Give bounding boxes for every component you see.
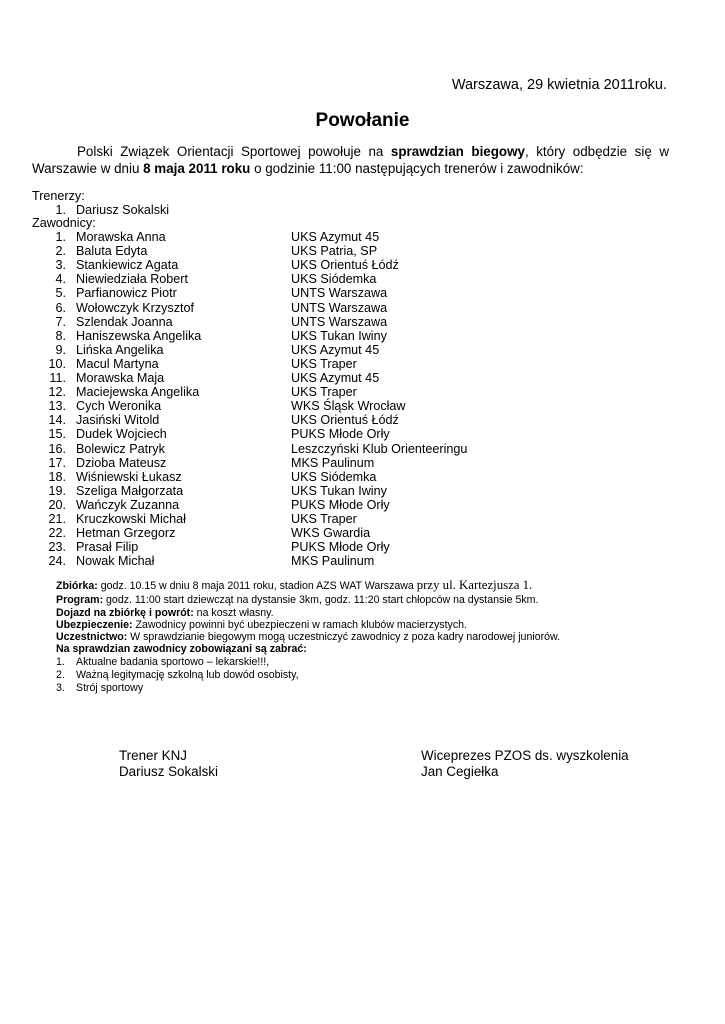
trainer-number: 1. xyxy=(55,203,66,217)
intro-text-1: Polski Związek Orientacji Sportowej powołuje na xyxy=(77,144,391,159)
ubezpieczenie-label: Ubezpieczenie: xyxy=(56,619,133,631)
athlete-row xyxy=(0,442,725,456)
athlete-number: 8. xyxy=(55,328,66,343)
athlete-number: 16. xyxy=(48,441,66,456)
athlete-club: Leszczyński Klub Orienteeringu xyxy=(291,441,468,456)
athlete-name: Hetman Grzegorz xyxy=(76,526,176,541)
athlete-club: UKS Patria, SP xyxy=(291,244,378,259)
athlete-number: 9. xyxy=(55,342,66,357)
zbiorka-text: godz. 10.15 w dniu 8 maja 2011 roku, stadion AZS WAT Warszawa xyxy=(97,580,417,592)
athlete-club: UKS Orientuś Łódź xyxy=(291,258,399,273)
athlete-name: Haniszewska Angelika xyxy=(76,328,202,343)
required-item xyxy=(56,656,269,668)
athlete-club: UKS Traper xyxy=(291,512,357,526)
athlete-number: 6. xyxy=(55,300,66,315)
athlete-number: 20. xyxy=(48,497,66,512)
uczestnictwo-label: Uczestnictwo: xyxy=(56,631,128,643)
athlete-name: Nowak Michał xyxy=(76,554,155,569)
required-item-number: 3. xyxy=(56,682,65,694)
athlete-club: UKS Siódemka xyxy=(291,272,377,287)
athlete-row xyxy=(0,301,725,315)
athlete-name: Parfianowicz Piotr xyxy=(76,286,177,301)
athlete-row xyxy=(0,484,725,498)
program-text: godz. 11:00 start dziewcząt na dystansie 3km, godz. 11:20 start chłopców na dystansie 5km. xyxy=(103,594,539,606)
athlete-row xyxy=(0,272,725,286)
signature-right-name: Jan Cegiełka xyxy=(421,764,499,779)
uczestnictwo-text: W sprawdzianie biegowym mogą uczestniczyć zawodnicy z poza kadry narodowej juniorów. xyxy=(127,631,561,643)
athlete-number: 21. xyxy=(48,512,66,526)
dojazd-label: Dojazd na zbiórkę i powrót: xyxy=(56,607,194,619)
athlete-name: Szeliga Małgorzata xyxy=(76,483,184,498)
athlete-club: UKS Azymut 45 xyxy=(291,230,380,244)
athlete-name: Bolewicz Patryk xyxy=(76,441,165,456)
document-title: Powołanie xyxy=(315,110,410,131)
intro-text-2-end: o godzinie 11:00 następujących trenerów i zawodników: xyxy=(250,161,584,176)
athlete-club: PUKS Młode Orły xyxy=(291,427,390,442)
athlete-row xyxy=(0,526,725,540)
athlete-row xyxy=(0,315,725,329)
athlete-name: Jasiński Witold xyxy=(76,413,160,428)
athlete-name: Dudek Wojciech xyxy=(76,427,167,442)
athlete-name: Stankiewicz Agata xyxy=(76,258,179,273)
athlete-name: Wańczyk Zuzanna xyxy=(76,497,180,512)
athletes-label: Zawodnicy: xyxy=(32,216,96,230)
athlete-club: WKS Gwardia xyxy=(291,526,371,541)
athlete-row xyxy=(0,540,725,554)
signature-right xyxy=(421,748,629,780)
athlete-row xyxy=(0,230,725,244)
required-item-number: 1. xyxy=(56,656,65,668)
athlete-name: Maciejewska Angelika xyxy=(76,385,200,400)
athlete-number: 2. xyxy=(55,244,66,259)
athlete-name: Dzioba Mateusz xyxy=(76,455,167,470)
signature-right-role: Wiceprezes PZOS ds. wyszkolenia xyxy=(421,748,629,763)
required-item-text: Aktualne badania sportowo – lekarskie!!!, xyxy=(76,656,270,668)
athlete-row xyxy=(0,371,725,385)
athlete-club: PUKS Młode Orły xyxy=(291,540,390,555)
athlete-number: 14. xyxy=(48,413,66,428)
info-dojazd xyxy=(56,607,274,619)
athlete-row xyxy=(0,399,725,413)
athlete-number: 10. xyxy=(48,356,66,371)
athlete-row xyxy=(0,343,725,357)
athlete-name: Prasał Filip xyxy=(76,540,139,555)
athlete-row xyxy=(0,456,725,470)
trainer-row xyxy=(0,203,725,217)
athlete-row xyxy=(0,470,725,484)
athlete-name: Niewiedziała Robert xyxy=(76,272,188,287)
athlete-row xyxy=(0,498,725,512)
ubezpieczenie-text: Zawodnicy powinni być ubezpieczeni w ramach klubów macierzystych. xyxy=(132,619,467,631)
athlete-number: 1. xyxy=(55,230,66,244)
athlete-number: 18. xyxy=(48,469,66,484)
athlete-number: 23. xyxy=(48,540,66,555)
athlete-club: UKS Traper xyxy=(291,356,357,371)
athlete-name: Cych Weronika xyxy=(76,399,162,414)
info-uczestnictwo xyxy=(56,631,560,643)
athlete-name: Morawska Maja xyxy=(76,371,165,385)
required-item-text: Strój sportowy xyxy=(76,682,144,694)
athlete-row xyxy=(0,413,725,427)
athlete-name: Lińska Angelika xyxy=(76,342,164,357)
zbiorka-label: Zbiórka: xyxy=(56,580,98,592)
athlete-club: UKS Orientuś Łódź xyxy=(291,413,399,428)
required-item xyxy=(56,682,143,694)
trainers-label: Trenerzy: xyxy=(32,189,85,203)
athlete-name: Morawska Anna xyxy=(76,230,166,244)
athlete-number: 17. xyxy=(48,455,66,470)
signature-left xyxy=(119,748,218,780)
signature-left-name: Dariusz Sokalski xyxy=(119,764,218,779)
athlete-number: 12. xyxy=(48,385,66,400)
required-item-number: 2. xyxy=(56,669,65,681)
athlete-row xyxy=(0,329,725,343)
athlete-club: UNTS Warszawa xyxy=(291,300,388,315)
athlete-club: UNTS Warszawa xyxy=(291,286,388,301)
athlete-number: 24. xyxy=(48,554,66,569)
athlete-number: 5. xyxy=(55,286,66,301)
athlete-row xyxy=(0,385,725,399)
required-item-text: Ważną legitymację szkolną lub dowód osobisty, xyxy=(76,669,299,681)
athlete-name: Szlendak Joanna xyxy=(76,314,173,329)
athlete-club: UKS Azymut 45 xyxy=(291,371,380,385)
athlete-row xyxy=(0,512,725,526)
athlete-club: UKS Traper xyxy=(291,385,357,400)
intro-paragraph xyxy=(32,143,669,177)
athlete-row xyxy=(0,427,725,441)
info-program xyxy=(56,594,538,606)
athlete-row xyxy=(0,357,725,371)
athlete-club: WKS Śląsk Wrocław xyxy=(291,399,406,414)
intro-bold-2: 8 maja 2011 roku xyxy=(143,161,251,176)
intro-bold-1: sprawdzian biegowy xyxy=(390,144,525,159)
required-item xyxy=(56,669,299,681)
intro-text-2: Warszawie w dniu xyxy=(32,161,144,176)
required-label: Na sprawdzian zawodnicy zobowiązani są zabrać: xyxy=(56,643,307,655)
athlete-row xyxy=(0,554,725,568)
info-zbiorka xyxy=(56,579,532,592)
athlete-number: 3. xyxy=(55,258,66,273)
athlete-club: PUKS Młode Orły xyxy=(291,497,390,512)
signature-left-role: Trener KNJ xyxy=(119,748,187,763)
athlete-number: 7. xyxy=(55,314,66,329)
athlete-number: 15. xyxy=(48,427,66,442)
athlete-club: UKS Siódemka xyxy=(291,469,377,484)
athlete-name: Wołowczyk Krzysztof xyxy=(76,300,195,315)
athlete-club: MKS Paulinum xyxy=(291,554,375,569)
document-date: Warszawa, 29 kwietnia 2011roku. xyxy=(451,77,667,93)
athlete-number: 11. xyxy=(49,371,66,385)
athlete-row xyxy=(0,244,725,258)
athlete-number: 22. xyxy=(48,526,66,541)
zbiorka-address: przy ul. Kartezjusza 1. xyxy=(416,578,533,592)
athlete-name: Kruczkowski Michał xyxy=(76,512,186,526)
intro-text-1-end: , który odbędzie się w xyxy=(524,144,669,159)
athlete-row xyxy=(0,258,725,272)
trainer-name: Dariusz Sokalski xyxy=(76,203,170,217)
athlete-number: 4. xyxy=(55,272,66,287)
athlete-name: Wiśniewski Łukasz xyxy=(76,469,182,484)
info-ubezpieczenie xyxy=(56,619,467,631)
athlete-club: UKS Azymut 45 xyxy=(291,342,380,357)
athlete-club: MKS Paulinum xyxy=(291,455,375,470)
athlete-name: Macul Martyna xyxy=(76,356,159,371)
athlete-row xyxy=(0,286,725,300)
athlete-number: 13. xyxy=(48,399,66,414)
dojazd-text: na koszt własny. xyxy=(193,607,274,619)
athlete-club: UKS Tukan Iwiny xyxy=(291,483,387,498)
program-label: Program: xyxy=(56,594,104,606)
athlete-club: UNTS Warszawa xyxy=(291,314,388,329)
athlete-number: 19. xyxy=(48,483,66,498)
athlete-name: Baluta Edyta xyxy=(76,244,148,259)
athlete-club: UKS Tukan Iwiny xyxy=(291,328,387,343)
